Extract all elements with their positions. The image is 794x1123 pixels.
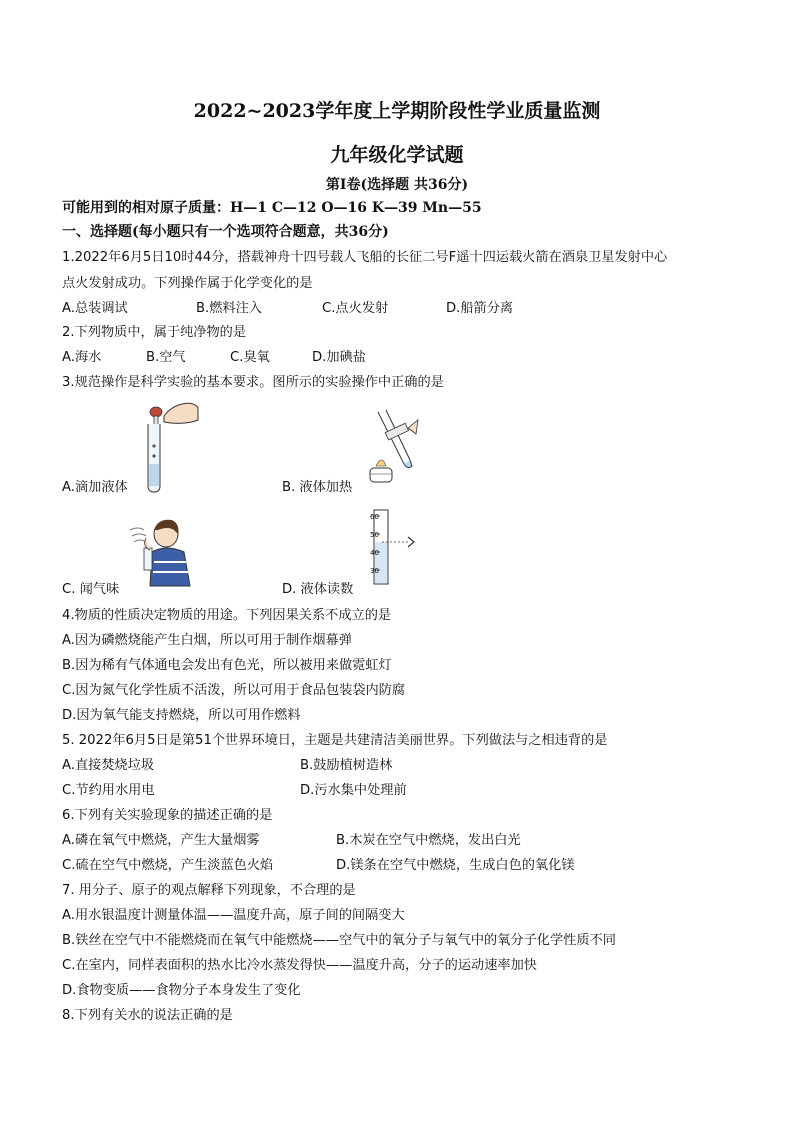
cylinder-tick-30: 30 bbox=[370, 567, 379, 575]
q4-option-b: B.因为稀有气体通电会发出有色光，所以被用来做霓虹灯 bbox=[62, 658, 392, 673]
q1-stem-line1: 1.2022年6月5日10时44分，搭载神舟十四号载人飞船的长征二号F遥十四运载火箭在酒泉卫星发射中心 bbox=[62, 250, 668, 265]
dropper-test-tube-figure bbox=[134, 398, 200, 494]
q4-option-c: C.因为氮气化学性质不活泼，所以可用于食品包装袋内防腐 bbox=[62, 683, 406, 698]
cylinder-tick-40: 40 bbox=[370, 549, 379, 557]
q2-option-d: D.加碘盐 bbox=[312, 350, 366, 365]
q7-stem: 7. 用分子、原子的观点解释下列现象，不合理的是 bbox=[62, 883, 356, 898]
cylinder-tick-50: 50 bbox=[370, 531, 379, 539]
q5-option-a: A.直接焚烧垃圾 bbox=[62, 758, 155, 773]
q2-option-c: C.臭氧 bbox=[230, 350, 270, 365]
q5-option-d: D.污水集中处理前 bbox=[300, 783, 407, 798]
part-heading: 一、选择题(每小题只有一个选项符合题意，共36分) bbox=[62, 224, 389, 240]
q7-option-b: B.铁丝在空气中不能燃烧而在氧气中能燃烧——空气中的氧分子与氧气中的氧分子化学性质不同 bbox=[62, 933, 616, 948]
smelling-gas-figure bbox=[128, 516, 196, 588]
q2-option-b: B.空气 bbox=[146, 350, 186, 365]
q3-option-d: D. 液体读数 bbox=[282, 582, 354, 597]
q6-option-d: D.镁条在空气中燃烧，生成白色的氧化镁 bbox=[336, 858, 575, 873]
liquid-heating-figure bbox=[356, 408, 420, 488]
q7-option-a: A.用水银温度计测量体温——温度升高，原子间的间隔变大 bbox=[62, 908, 405, 923]
q5-stem: 5. 2022年6月5日是第51个世界环境日，主题是共建清洁美丽世界。下列做法与之相违背的是 bbox=[62, 733, 608, 748]
q6-option-c: C.硫在空气中燃烧，产生淡蓝色火焰 bbox=[62, 858, 274, 873]
q1-stem-line2: 点火发射成功。下列操作属于化学变化的是 bbox=[62, 276, 313, 291]
q4-option-a: A.因为磷燃烧能产生白烟，所以可用于制作烟幕弹 bbox=[62, 633, 352, 648]
q3-stem: 3.规范操作是科学实验的基本要求。图所示的实验操作中正确的是 bbox=[62, 375, 444, 390]
q2-option-a: A.海水 bbox=[62, 350, 102, 365]
q1-option-b: B.燃料注入 bbox=[196, 301, 262, 316]
q1-option-a: A.总装调试 bbox=[62, 301, 128, 316]
q6-option-a: A.磷在氧气中燃烧，产生大量烟雾 bbox=[62, 833, 260, 848]
q1-option-d: D.船箭分离 bbox=[446, 301, 514, 316]
q7-option-c: C.在室内，同样表面积的热水比冷水蒸发得快——温度升高，分子的运动速率加快 bbox=[62, 958, 537, 973]
q1-option-c: C.点火发射 bbox=[322, 301, 389, 316]
q5-option-c: C.节约用水用电 bbox=[62, 783, 155, 798]
q6-option-b: B.木炭在空气中燃烧，发出白光 bbox=[336, 833, 521, 848]
q3-option-b: B. 液体加热 bbox=[282, 480, 353, 495]
q3-option-c: C. 闻气味 bbox=[62, 582, 120, 597]
q7-option-d: D.食物变质——食物分子本身发生了变化 bbox=[62, 983, 301, 998]
exam-subject: 九年级化学试题 bbox=[330, 144, 464, 166]
exam-title: 2022~2023学年度上学期阶段性学业质量监测 bbox=[193, 100, 601, 122]
atomic-mass-note: 可能用到的相对原子质量：H—1 C—12 O—16 K—39 Mn—55 bbox=[62, 200, 482, 216]
graduated-cylinder-figure bbox=[368, 508, 418, 586]
cylinder-tick-60: 60 bbox=[370, 513, 379, 521]
section-heading: 第Ⅰ卷(选择题 共36分) bbox=[325, 177, 469, 193]
q4-stem: 4.物质的性质决定物质的用途。下列因果关系不成立的是 bbox=[62, 608, 392, 623]
q4-option-d: D.因为氧气能支持燃烧，所以可用作燃料 bbox=[62, 708, 301, 723]
q5-option-b: B.鼓励植树造林 bbox=[300, 758, 393, 773]
q8-stem: 8.下列有关水的说法正确的是 bbox=[62, 1008, 233, 1023]
q3-option-a: A.滴加液体 bbox=[62, 480, 128, 495]
q6-stem: 6.下列有关实验现象的描述正确的是 bbox=[62, 808, 273, 823]
q2-stem: 2.下列物质中，属于纯净物的是 bbox=[62, 325, 247, 340]
